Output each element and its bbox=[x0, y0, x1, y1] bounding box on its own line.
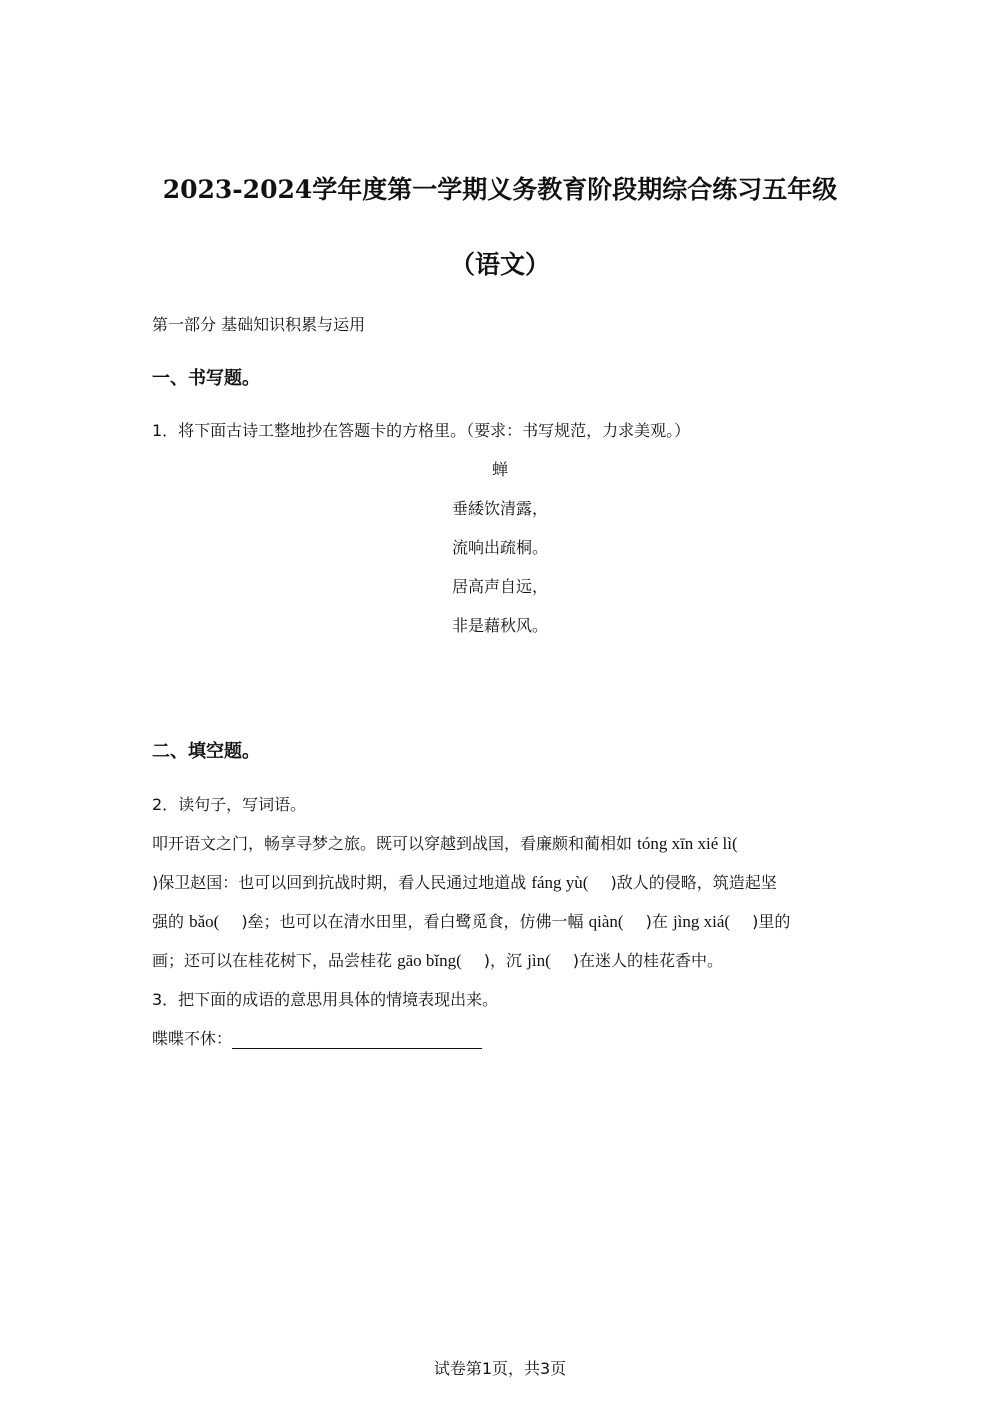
page-footer: 试卷第1页，共3页 bbox=[433, 1359, 567, 1378]
passage-text: )在迷人的桂花香中。 bbox=[572, 951, 723, 970]
pinyin-prompt: fáng yù( bbox=[531, 873, 589, 892]
pinyin-prompt: qiàn( bbox=[588, 912, 624, 931]
pinyin-prompt: tóng xīn xié lì( bbox=[637, 834, 738, 853]
answer-line[interactable] bbox=[232, 1030, 482, 1049]
exam-title: 2023-2024学年度第一学期义务教育阶段期综合练习五年级 bbox=[162, 175, 838, 204]
passage-text: )里的 bbox=[752, 912, 791, 931]
passage-text: )垒；也可以在清水田里，看白鹭觅食，仿佛一幅 bbox=[241, 912, 589, 931]
idiom-item bbox=[152, 1026, 482, 1049]
question-2: 2．读句子，写词语。 bbox=[152, 795, 307, 814]
question-3: 3．把下面的成语的意思用具体的情境表现出来。 bbox=[152, 990, 499, 1009]
passage-text: 画；还可以在桂花树下，品尝桂花 bbox=[152, 951, 398, 970]
part-label: 第一部分 基础知识积累与运用 bbox=[152, 315, 366, 334]
poem-line-1: 垂緌饮清露， bbox=[451, 499, 548, 518]
section1-heading: 一、书写题。 bbox=[152, 368, 260, 389]
poem-line-3: 居高声自远， bbox=[451, 577, 548, 596]
pinyin-prompt: jìn( bbox=[527, 951, 551, 970]
passage-line-4 bbox=[152, 948, 723, 971]
section2-heading: 二、填空题。 bbox=[152, 741, 260, 762]
passage-line-1 bbox=[152, 831, 738, 854]
passage-text: )敌人的侵略，筑造起坚 bbox=[610, 873, 777, 892]
passage-line-3 bbox=[152, 909, 790, 932]
passage-text: )，沉 bbox=[483, 951, 528, 970]
exam-subject: （语文） bbox=[449, 250, 550, 279]
pinyin-prompt: gāo bǐng( bbox=[397, 951, 462, 970]
passage-text: 强的 bbox=[152, 912, 190, 931]
pinyin-prompt: bǎo( bbox=[189, 912, 220, 931]
passage-text: )在 bbox=[645, 912, 673, 931]
passage-text: 叩开语文之门，畅享寻梦之旅。既可以穿越到战国，看廉颇和蔺相如 bbox=[152, 834, 638, 853]
idiom-label: 喋喋不休： bbox=[152, 1029, 233, 1048]
question-1: 1．将下面古诗工整地抄在答题卡的方格里。（要求：书写规范，力求美观。） bbox=[152, 421, 691, 440]
poem-line-2: 流响出疏桐。 bbox=[451, 538, 548, 557]
pinyin-prompt: jìng xiá( bbox=[672, 912, 731, 931]
passage-text: )保卫赵国：也可以回到抗战时期，看人民通过地道战 bbox=[152, 873, 532, 892]
poem-line-4: 非是藉秋风。 bbox=[451, 616, 548, 635]
poem-title: 蝉 bbox=[491, 460, 508, 479]
passage-line-2 bbox=[152, 870, 777, 893]
